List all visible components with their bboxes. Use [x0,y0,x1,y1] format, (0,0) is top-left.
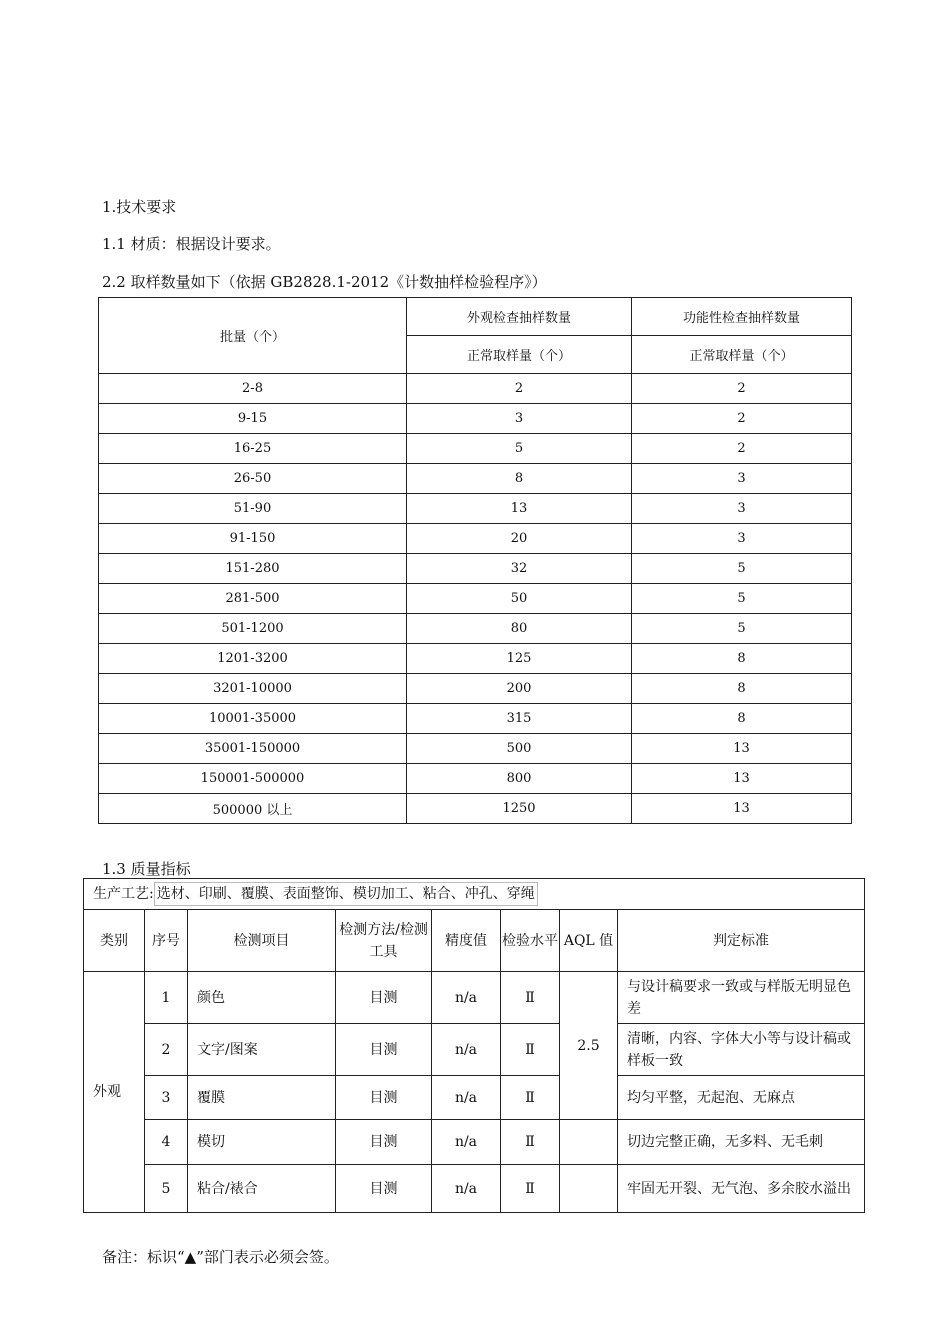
quality-heading: 1.3 质量指标 [102,860,191,878]
sampling-header-row [99,298,852,336]
sampling-row [99,494,852,524]
precision-cell: n/a [432,1076,501,1120]
function-subheader: 正常取样量（个） [632,336,852,374]
sampling-row [99,734,852,764]
batch-cell: 3201-10000 [99,674,407,704]
appearance-count-cell: 125 [407,644,632,674]
standard-cell: 清晰，内容、字体大小等与设计稿或样板一致 [618,1024,865,1076]
function-count-cell: 8 [632,704,852,734]
sampling-row [99,794,852,824]
level-header: 检验水平 [501,910,560,972]
precision-cell: n/a [432,1165,501,1213]
sampling-row [99,764,852,794]
function-count-cell: 13 [632,734,852,764]
standard-cell: 牢固无开裂、无气泡、多余胶水溢出 [618,1165,865,1213]
batch-cell: 26-50 [99,464,407,494]
function-count-cell: 5 [632,554,852,584]
batch-cell: 501-1200 [99,614,407,644]
seq-cell: 5 [145,1165,188,1213]
footer-note: 备注：标识“▲”部门表示必须会签。 [102,1248,339,1266]
appearance-count-cell: 5 [407,434,632,464]
seq-cell: 4 [145,1120,188,1165]
level-cell: Ⅱ [501,1120,560,1165]
aql-empty-cell [560,1120,618,1165]
appearance-count-cell: 3 [407,404,632,434]
standard-cell: 均匀平整，无起泡、无麻点 [618,1076,865,1120]
function-count-cell: 3 [632,494,852,524]
precision-cell: n/a [432,1120,501,1165]
appearance-header: 外观检查抽样数量 [407,298,632,336]
sampling-row [99,554,852,584]
appearance-count-cell: 2 [407,374,632,404]
batch-cell: 9-15 [99,404,407,434]
batch-header: 批量（个） [99,298,407,374]
quality-table [83,878,865,1213]
function-count-cell: 2 [632,374,852,404]
sampling-row [99,584,852,614]
function-count-cell: 8 [632,644,852,674]
item-header: 检测项目 [188,910,336,972]
material-requirement: 1.1 材质：根据设计要求。 [102,235,281,253]
batch-cell: 2-8 [99,374,407,404]
sampling-row [99,404,852,434]
function-header: 功能性检查抽样数量 [632,298,852,336]
level-cell: Ⅱ [501,1076,560,1120]
sampling-row [99,524,852,554]
appearance-count-cell: 315 [407,704,632,734]
function-count-cell: 2 [632,404,852,434]
seq-header: 序号 [145,910,188,972]
batch-cell: 150001-500000 [99,764,407,794]
section-heading-tech: 1.技术要求 [102,198,177,216]
process-row [84,879,865,910]
batch-cell: 91-150 [99,524,407,554]
item-cell: 粘合/裱合 [188,1165,336,1213]
function-count-cell: 2 [632,434,852,464]
appearance-count-cell: 20 [407,524,632,554]
sampling-row [99,434,852,464]
appearance-count-cell: 80 [407,614,632,644]
method-header: 检测方法/检测工具 [336,910,432,972]
seq-cell: 2 [145,1024,188,1076]
batch-cell: 16-25 [99,434,407,464]
item-cell: 覆膜 [188,1076,336,1120]
standard-cell: 切边完整正确，无多料、无毛刺 [618,1120,865,1165]
batch-cell: 281-500 [99,584,407,614]
process-label: 生产工艺: [93,886,154,902]
appearance-count-cell: 500 [407,734,632,764]
appearance-count-cell: 8 [407,464,632,494]
sampling-row [99,674,852,704]
aql-header: AQL 值 [560,910,618,972]
function-count-cell: 8 [632,674,852,704]
function-count-cell: 13 [632,764,852,794]
appearance-subheader: 正常取样量（个） [407,336,632,374]
category-cell: 外观 [84,972,145,1213]
aql-empty-cell [560,1165,618,1213]
appearance-count-cell: 50 [407,584,632,614]
batch-cell: 51-90 [99,494,407,524]
quality-row [84,1024,865,1076]
sampling-heading: 2.2 取样数量如下（依据 GB2828.1-2012《计数抽样检验程序》） [102,273,547,291]
quality-row [84,1076,865,1120]
sampling-row [99,464,852,494]
sampling-table [98,297,852,824]
seq-cell: 1 [145,972,188,1024]
sampling-row [99,644,852,674]
method-cell: 目测 [336,972,432,1024]
function-count-cell: 5 [632,584,852,614]
batch-cell: 500000 以上 [99,794,407,824]
method-cell: 目测 [336,1024,432,1076]
item-cell: 文字/图案 [188,1024,336,1076]
method-cell: 目测 [336,1076,432,1120]
function-count-cell: 13 [632,794,852,824]
precision-cell: n/a [432,972,501,1024]
sampling-row [99,374,852,404]
item-cell: 模切 [188,1120,336,1165]
aql-cell: 2.5 [560,972,618,1120]
method-cell: 目测 [336,1165,432,1213]
category-header: 类别 [84,910,145,972]
precision-header: 精度值 [432,910,501,972]
precision-cell: n/a [432,1024,501,1076]
sampling-row [99,614,852,644]
seq-cell: 3 [145,1076,188,1120]
process-value: 选材、印刷、覆膜、表面整饰、模切加工、粘合、冲孔、穿绳 [154,882,538,906]
quality-header-row [84,910,865,972]
standard-cell: 与设计稿要求一致或与样版无明显色差 [618,972,865,1024]
appearance-count-cell: 1250 [407,794,632,824]
quality-row [84,1120,865,1165]
level-cell: Ⅱ [501,1165,560,1213]
appearance-count-cell: 200 [407,674,632,704]
batch-cell: 35001-150000 [99,734,407,764]
appearance-count-cell: 13 [407,494,632,524]
appearance-count-cell: 32 [407,554,632,584]
quality-row [84,972,865,1024]
level-cell: Ⅱ [501,972,560,1024]
function-count-cell: 5 [632,614,852,644]
function-count-cell: 3 [632,464,852,494]
sampling-row [99,704,852,734]
appearance-count-cell: 800 [407,764,632,794]
level-cell: Ⅱ [501,1024,560,1076]
item-cell: 颜色 [188,972,336,1024]
batch-cell: 1201-3200 [99,644,407,674]
standard-header: 判定标准 [618,910,865,972]
quality-row [84,1165,865,1213]
batch-cell: 151-280 [99,554,407,584]
batch-cell: 10001-35000 [99,704,407,734]
function-count-cell: 3 [632,524,852,554]
method-cell: 目测 [336,1120,432,1165]
